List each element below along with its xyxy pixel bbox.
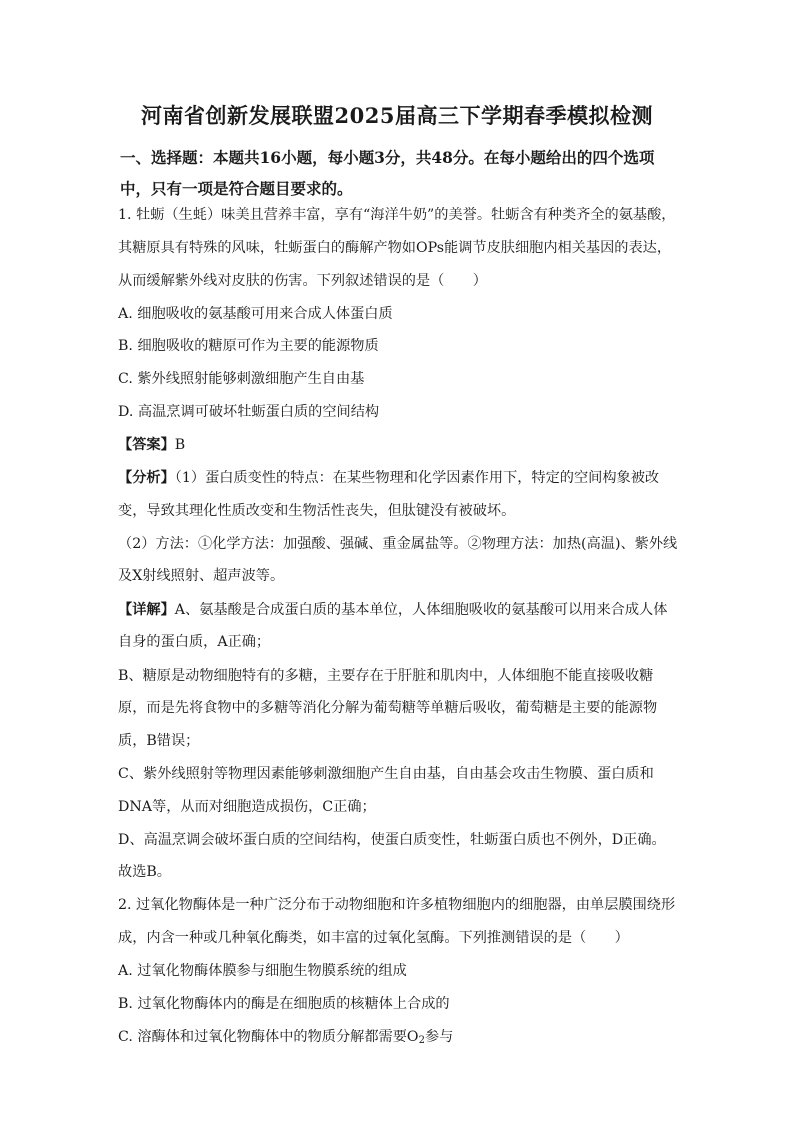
q1-analysis-line [118,468,659,488]
q1-analysis-line: 变，导致其理化性质改变和生物活性丧失，但肽键没有被破坏。 [118,503,516,519]
q1-option-b: B. 细胞吸收的糖原可作为主要的能源物质 [118,338,379,354]
q2-option-a: A. 过氧化物酶体膜参与细胞生物膜系统的组成 [118,963,407,979]
section-heading: 一、选择题：本题共16小题，每小题3分，共48分。在每小题给出的四个选项中，只有一项是符合题目要求的。 [120,148,655,198]
detail-text: A、氨基酸是合成蛋白质的基本单位，人体细胞吸收的氨基酸可以用来合成人体 [174,602,668,618]
q1-detail-line: DNA等，从而对细胞造成损伤，C正确； [118,799,376,815]
q1-stem-line: 其糖原具有特殊的风味，牡蛎蛋白的酶解产物如OPs能调节皮肤细胞内相关基因的表达， [118,240,672,256]
q1-answer [118,435,185,455]
q2-option-c-suffix: 参与 [424,1029,454,1045]
q1-stem-line: 1. 牡蛎（生蚝）味美且营养丰富，享有“海洋牛奶”的美誉。牡蛎含有种类齐全的氨基酸， [118,207,676,223]
q1-option-d: D. 高温烹调可破坏牡蛎蛋白质的空间结构 [118,404,380,420]
q2-option-c-prefix: C. 溶酶体和过氧化物酶体中的物质分解都需要O [118,1029,419,1045]
q1-detail-line: 质，B错误； [118,733,200,749]
detail-tag: 【详解】 [118,602,175,618]
q2-stem-line: 2. 过氧化物酶体是一种广泛分布于动物细胞和许多植物细胞内的细胞器，由单层膜围绕形 [118,897,676,913]
analysis-tag: 【分析】 [118,470,175,486]
analysis-text: （1）蛋白质变性的特点：在某些物理和化学因素作用下，特定的空间构象被改 [174,470,660,486]
q1-option-a: A. 细胞吸收的氨基酸可用来合成人体蛋白质 [118,306,393,322]
page-title: 河南省创新发展联盟2025届高三下学期春季模拟检测 [141,103,653,128]
answer-tag: 【答案】 [118,437,175,453]
q2-option-c [118,1027,453,1051]
q1-detail-line: D、高温烹调会破坏蛋白质的空间结构，使蛋白质变性，牡蛎蛋白质也不例外，D正确。 [118,832,666,848]
q2-option-c-subscript: 2 [418,1035,425,1046]
q2-stem-line: 成，内含一种或几种氧化酶类，如丰富的过氧化氢酶。下列推测错误的是（ ） [118,930,629,946]
q1-detail-line: B、糖原是动物细胞特有的多糖，主要存在于肝脏和肌肉中，人体细胞不能直接吸收糖 [118,668,654,684]
q1-stem-line: 从而缓解紫外线对皮肤的伤害。下列叙述错误的是（ ） [118,273,487,289]
q1-option-c: C. 紫外线照射能够刺激细胞产生自由基 [118,371,365,387]
answer-value: B [174,437,186,453]
q1-analysis-line: 及X射线照射、超声波等。 [118,568,285,584]
q1-analysis-line: （2）方法：①化学方法：加强酸、强碱、重金属盐等。②物理方法：加热(高温)、紫外线 [118,536,678,552]
q2-option-b: B. 过氧化物酶体内的酶是在细胞质的核糖体上合成的 [118,996,450,1012]
q1-detail-line: 原，而是先将食物中的多糖等消化分解为葡萄糖等单糖后吸收，葡萄糖是主要的能源物 [118,700,658,716]
q1-detail-line [118,600,667,620]
q1-conclusion: 故选B。 [118,864,171,880]
q1-detail-line: 自身的蛋白质，A正确； [118,634,271,650]
q1-detail-line: C、紫外线照射等物理因素能够刺激细胞产生自由基，自由基会攻击生物膜、蛋白质和 [118,766,654,782]
